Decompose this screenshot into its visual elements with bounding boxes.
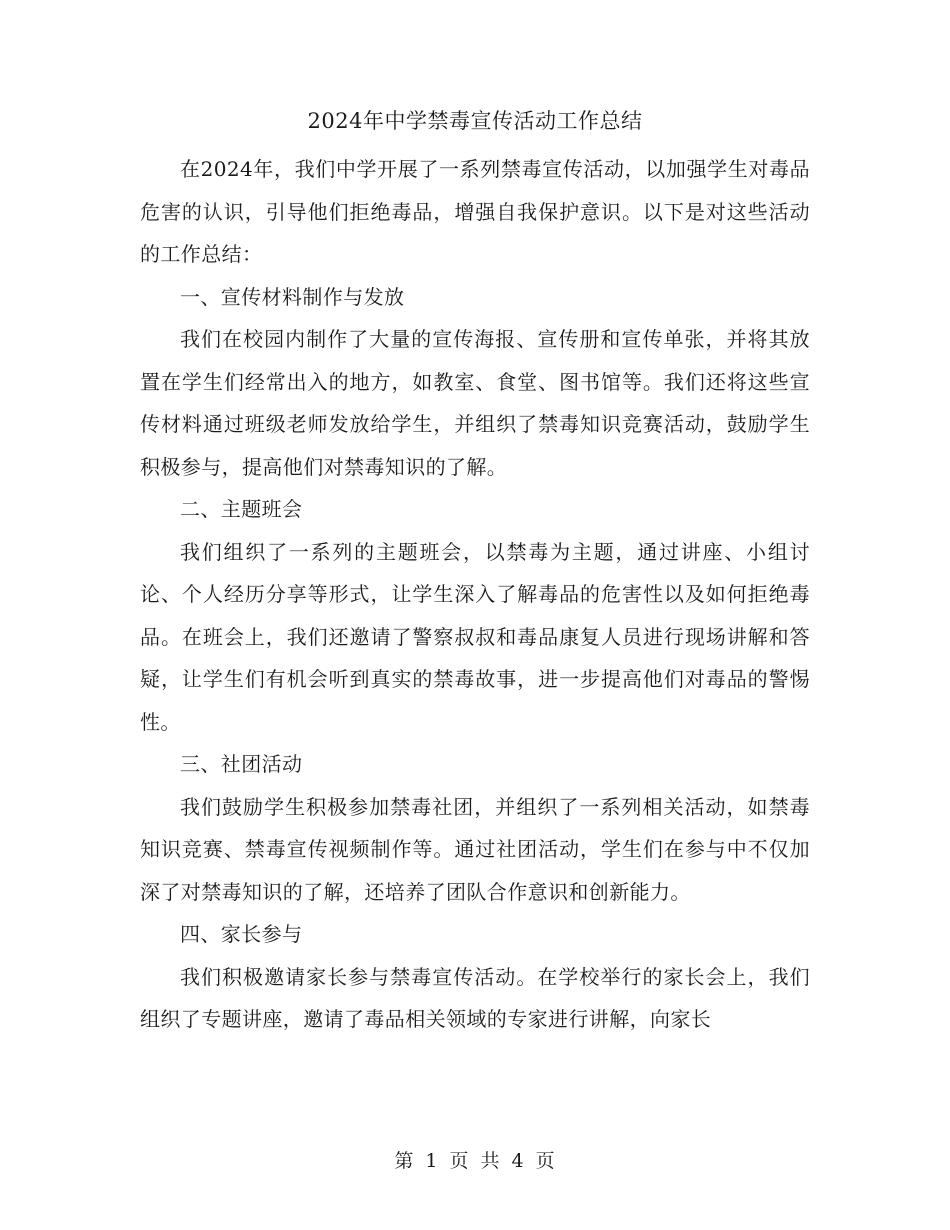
- section-heading: 四、家长参与: [180, 922, 303, 946]
- document-title: 2024年中学禁毒宣传活动工作总结: [307, 109, 643, 133]
- section-paragraph: 我们组织了一系列的主题班会，以禁毒为主题，通过讲座、小组讨论、个人经历分享等形式，让学生深入了解毒品的危害性以及如何拒绝毒品。在班会上，我们还邀请了警察叔叔和毒品康复人员进行现场讲解和答疑，让学生们有机会听到真实的禁毒故事，进一步提高他们对毒品的警惕性。: [140, 539, 810, 734]
- section-paragraph: 我们鼓励学生积极参加禁毒社团，并组织了一系列相关活动，如禁毒知识竞赛、禁毒宣传视频制作等。通过社团活动，学生们在参与中不仅加深了对禁毒知识的了解，还培养了团队合作意识和创新能力。: [140, 794, 810, 904]
- document-body: [140, 148, 810, 1041]
- section-heading: 三、社团活动: [180, 752, 303, 776]
- section-heading: 一、宣传材料制作与发放: [180, 284, 405, 309]
- intro-paragraph: 在2024年，我们中学开展了一系列禁毒宣传活动，以加强学生对毒品危害的认识，引导他们拒绝毒品，增强自我保护意识。以下是对这些活动的工作总结：: [140, 157, 810, 266]
- page-number-footer: 第 1 页 共 4 页: [394, 1150, 556, 1172]
- section-heading: 二、主题班会: [180, 497, 303, 521]
- section-paragraph: 我们积极邀请家长参与禁毒宣传活动。在学校举行的家长会上，我们组织了专题讲座，邀请了毒品相关领域的专家进行讲解，向家长: [140, 964, 810, 1031]
- section-paragraph: 我们在校园内制作了大量的宣传海报、宣传册和宣传单张，并将其放置在学生们经常出入的地方，如教室、食堂、图书馆等。我们还将这些宣传材料通过班级老师发放给学生，并组织了禁毒知识竞赛活动，鼓励学生积极参与，提高他们对禁毒知识的了解。: [140, 327, 810, 479]
